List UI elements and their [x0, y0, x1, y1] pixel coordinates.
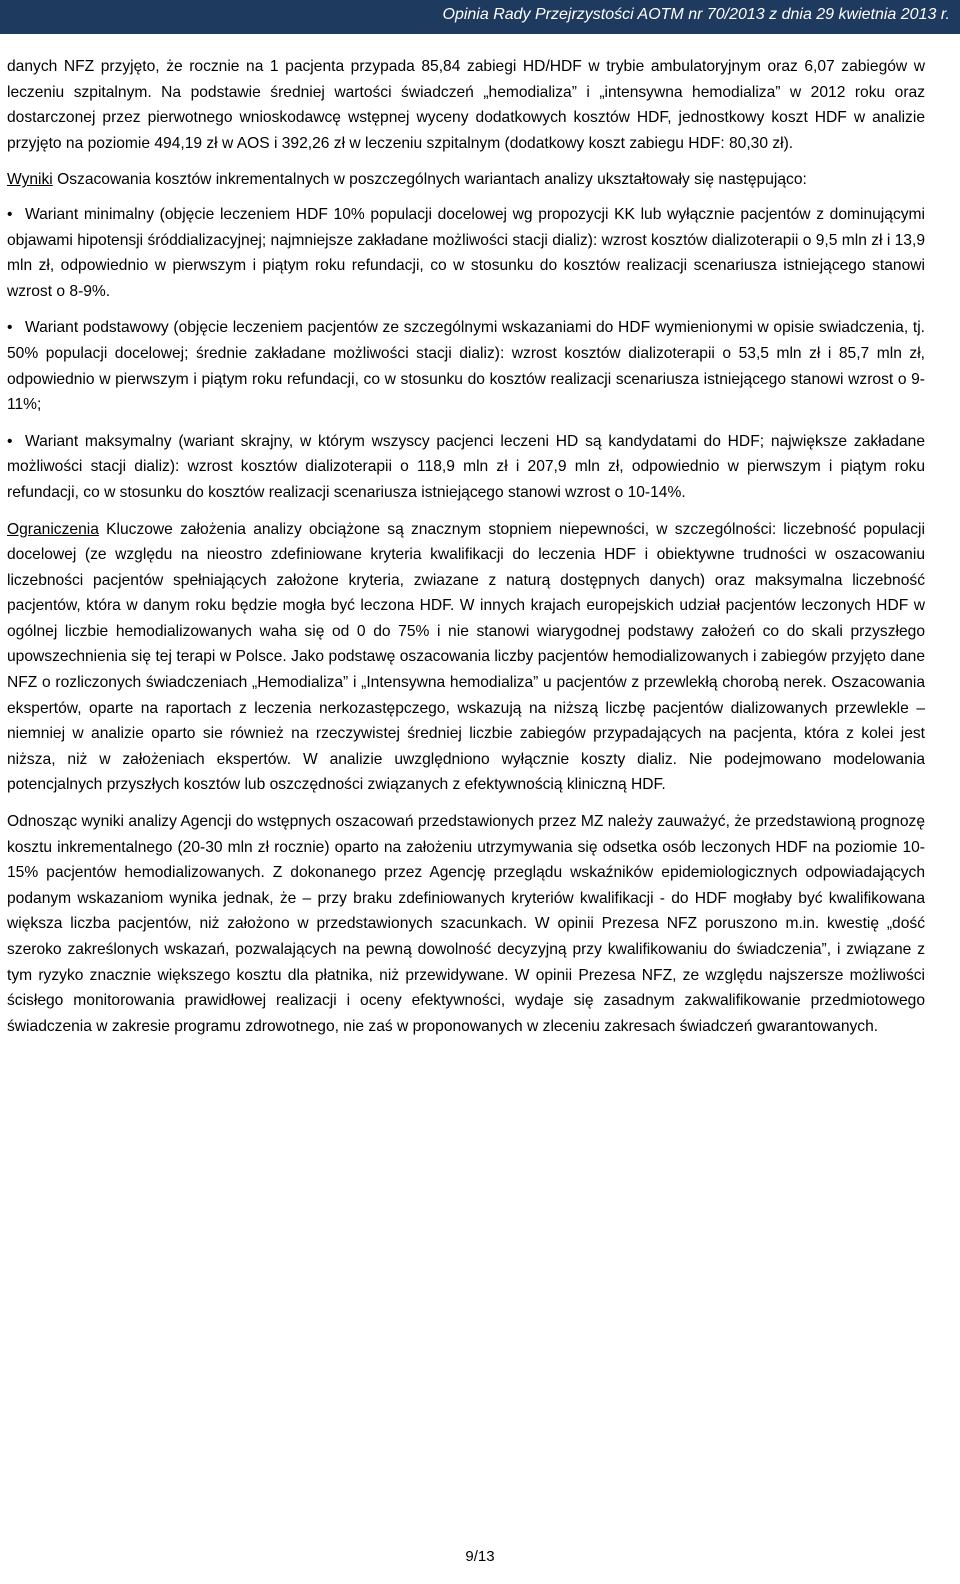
- bullet-item-maximal: [7, 429, 925, 506]
- bullet-item-minimal: [7, 202, 925, 304]
- results-paragraph: [7, 167, 925, 193]
- bullet-item-basic: [7, 315, 925, 417]
- limitations-paragraph: [7, 517, 925, 799]
- page-number: 9/13: [465, 1548, 495, 1565]
- page-header-bar: [0, 0, 960, 34]
- page-header-title: Opinia Rady Przejrzystości AOTM nr 70/2013 z dnia 29 kwietnia 2013 r.: [442, 6, 950, 23]
- limitations-text: Kluczowe założenia analizy obciążone są znacznym stopniem niepewności, w szczególności: liczebność populacji docelowej (ze względu na nieostro zdefiniowane kryteria kwalifikacji do leczenia HDF i obiektywne trudności w oszacowaniu liczebności pacjentów spełniających założone kryteria, zwiazane z naturą dostępnych danych) oraz maksymalna liczebność pacjentów, która w danym roku będzie mogła być leczona HDF. W innych krajach europejskich udział pacjentów leczonych HDF w ogólnej liczbie hemodializowanych waha się od 0 do 75% i nie stanowi wiarygodnej podstawy założeń co do skali przyszłego upowszechnienia się tej terapi w Polsce. Jako podstawę oszacowania liczby pacjentów hemodializowanych i zabiegów przyjęto dane NFZ o rozliczonych świadczeniach „Hemodializa” i „Intensywna hemodializa” u pacjentów z przewlekłą chorobą nerek. Oszacowania ekspertów, oparte na raportach z leczenia nerkozastępczego, wskazują na niższą liczbę pacjentów dializowanych przewlekle – niemniej w analizie oparto sie również na rzeczywistej średniej liczbie zabiegów przypadających na pacjenta, która z kolei jest niższa, niż w założeniach ekspertów. W analizie uwzględniono wyłącznie koszty dializ. Nie podejmowano modelowania potencjalnych przyszłych kosztów lub oszczędności związanych z efektywnością kliniczną HDF.: [7, 520, 925, 794]
- results-label: Wyniki: [7, 171, 53, 189]
- document-body: [7, 54, 925, 1050]
- bullet-marker: •: [7, 432, 13, 450]
- results-text: Oszacowania kosztów inkrementalnych w poszczególnych wariantach analizy ukształtowały się następująco:: [52, 171, 807, 189]
- intro-paragraph: danych NFZ przyjęto, że rocznie na 1 pacjenta przypada 85,84 zabiegi HD/HDF w trybie ambulatoryjnym oraz 6,07 zabiegów w leczeniu szpitalnym. Na podstawie średniej wartości świadczeń „hemodializa” i „intensywna hemodializa” w 2012 roku oraz dostarczonej przez pierwotnego wnioskodawcę wstępnej wyceny dodatkowych kosztów HDF, jednostkowy koszt HDF w analizie przyjęto na poziomie 494,19 zł w AOS i 392,26 zł w leczeniu szpitalnym (dodatkowy koszt zabiegu HDF: 80,30 zł).: [7, 58, 925, 152]
- bullet-marker: •: [7, 205, 13, 223]
- bullet-marker: •: [7, 319, 13, 337]
- bullet-text: Wariant maksymalny (wariant skrajny, w którym wszyscy pacjenci leczeni HD są kandydatami do HDF; największe zakładane możliwości stacji dializ): wzrost kosztów dializoterapii o 118,9 mln zł i 207,9 mln zł, odpowiednio w pierwszym i piątym roku refundacji, co w stosunku do kosztów realizacji scenariusza istniejącego stanowi wzrost o 10-14%.: [7, 432, 925, 501]
- limitations-label: Ograniczenia: [7, 520, 99, 538]
- bullet-text: Wariant podstawowy (objęcie leczeniem pacjentów ze szczególnymi wskazaniami do HDF wymienionymi w opisie swiadczenia, tj. 50% populacji docelowej; średnie zakładane możliwości stacji dializ): wzrost kosztów dializoterapii o 53,5 mln zł i 85,7 mln zł, odpowiednio w pierwszym i piątym roku refundacji, co w stosunku do kosztów realizacji scenariusza istniejącego stanowi wzrost o 9-11%;: [7, 319, 925, 414]
- bullet-text: Wariant minimalny (objęcie leczeniem HDF 10% populacji docelowej wg propozycji KK lub wyłącznie pacjentów z dominującymi objawami hipotensji śróddializacyjnej; najmniejsze zakładane możliwości stacji dializ): wzrost kosztów dializoterapii o 9,5 mln zł i 13,9 mln zł, odpowiednio w pierwszym i piątym roku refundacji, co w stosunku do kosztów realizacji scenariusza istniejącego stanowi wzrost o 8-9%.: [7, 205, 925, 300]
- final-paragraph: Odnosząc wyniki analizy Agencji do wstępnych oszacowań przedstawionych przez MZ należy zauważyć, że przedstawioną prognozę kosztu inkrementalnego (20-30 mln zł rocznie) oparto na założeniu utrzymywania się odsetka osób leczonych HDF na poziomie 10-15% pacjentów hemodializowanych. Z dokonanego przez Agencję przeglądu wskaźników epidemiologicznych odpowiadających podanym wskazaniom wynika jednak, że – przy braku zdefiniowanych kryteriów kwalifikacji - do HDF mogłaby być kwalifikowana większa liczba pacjentów, niż założono w przedstawionych szacunkach. W opinii Prezesa NFZ poruszono m.in. kwestię „dość szeroko zakreślonych wskazań, pozwalających na pewną dowolność decyzyjną przy kwalifikowaniu do świadczenia”, i związane z tym ryzyko znacznie większego kosztu dla płatnika, niż przewidywane. W opinii Prezesa NFZ, ze względu najszersze możliwości ścisłego monitorowania prawidłowej realizacji i oceny efektywności, wydaje się zasadnym zakwalifikowanie przedmiotowego świadczenia w zakresie programu zdrowotnego, nie zaś w proponowanych w zleceniu zakresach świadczeń gwarantowanych.: [7, 813, 925, 1035]
